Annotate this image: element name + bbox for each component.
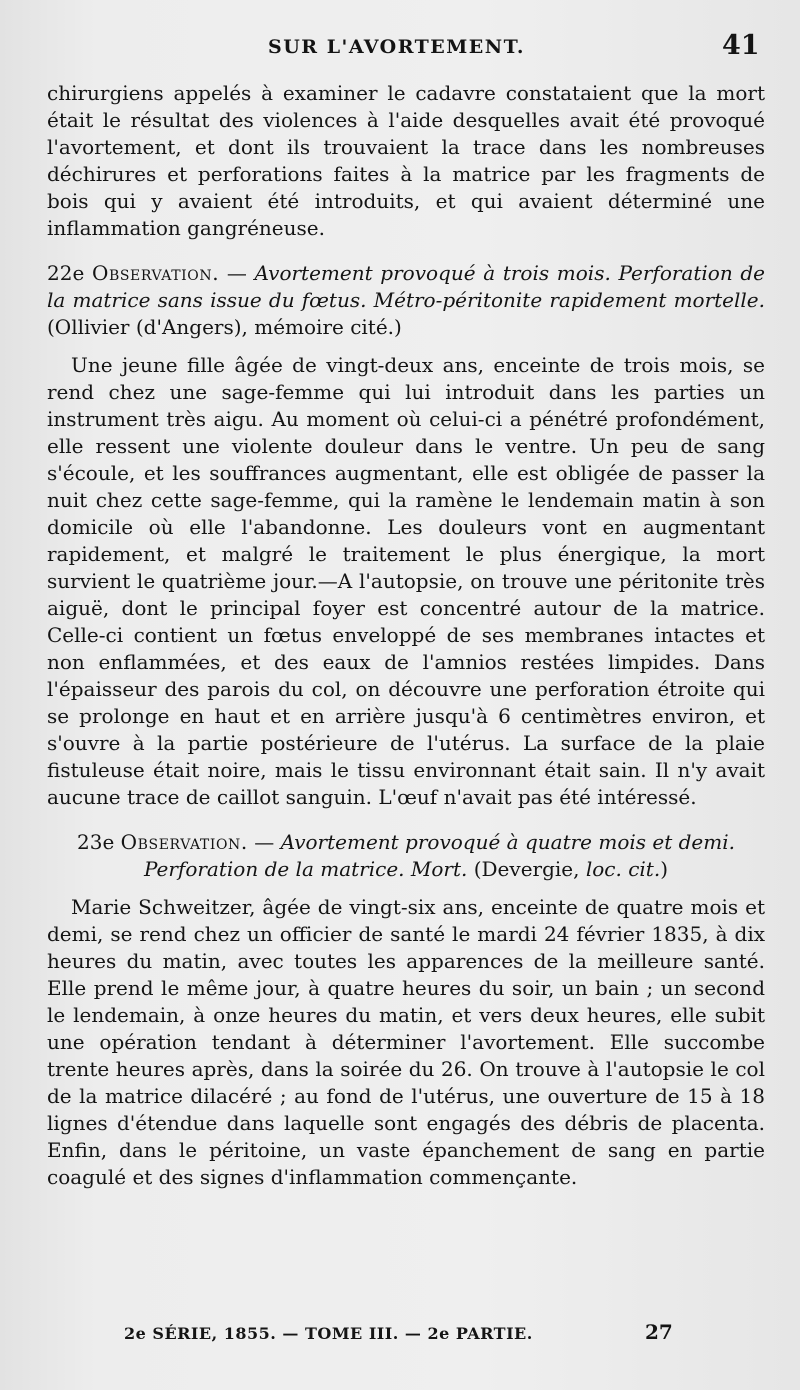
observation-22-text: Une jeune fille âgée de vingt-deux ans, enceinte de trois mois, se rend chez une sage-femme qui lui introduit dans les parties un instrument très aigu. Au moment où celui-ci a pénétré profondément, elle ressent une violente douleur dans le ventre. Un peu de sang s'écoule, et les souffrances augmentant, elle est obligée de passer la nuit chez cette sage-femme, qui la ramène le lendemain matin à son domicile où elle l'abandonne. Les douleurs vont en augmentant rapidement, et malgré le traitement le plus énergique, la mort survient le quatrième jour.—A l'autopsie, on trouve une péritonite très aiguë, dont le principal foyer est concentré autour de la matrice. Celle-ci contient un fœtus enveloppé de ses membranes intactes et non enflammées, et des eaux de l'amnios restées limpides. Dans l'épaisseur des parois du col, on découvre une perforation étroite qui se prolonge en haut et en arrière jusqu'à 6 centimètres environ, et s'ouvre à la partie postérieure de l'utérus. La surface de la plaie fistuleuse était noire, mais le tissu environnant était sain. Il n'y avait aucune trace de caillot sanguin. L'œuf n'avait pas été intéressé. <box>47 353 765 809</box>
continuation-paragraph: chirurgiens appelés à examiner le cadavre constataient que la mort était le résultat des violences à l'aide desquelles avait été provoqué l'avortement, et dont ils trouvaient la trace dans les nombreuses déchirures et perforations faites à la matrice par les fragments de bois qui y avaient été introduits, et qui avaient déterminé une inflammation gangréneuse. <box>47 81 765 240</box>
page-footer <box>0 1318 800 1348</box>
observation-23-title: Avortement provoqué à quatre mois et demi. Perforation de la matrice. Mort. <box>143 830 735 881</box>
sheet-number: 27 <box>645 1320 673 1344</box>
observation-23-source-open: (Devergie, <box>467 857 586 881</box>
observation-23-source-close: ) <box>660 857 669 881</box>
observation-22-heading <box>47 260 765 341</box>
observation-23-heading <box>47 829 765 883</box>
observation-22-title: Avortement provoqué à trois mois. Perforation de la matrice sans issue du fœtus. Métro-péritonite rapidement mortelle. <box>47 261 766 312</box>
running-title: SUR L'AVORTEMENT. <box>268 36 525 58</box>
observation-22-source: (Ollivier (d'Angers), mémoire cité.) <box>47 315 402 339</box>
page-number: 41 <box>722 30 760 61</box>
page-header <box>0 30 800 70</box>
observation-22-dash: — <box>219 261 255 285</box>
printer-signature: 2e SÉRIE, 1855. — TOME III. — 2e PARTIE. <box>124 1324 533 1343</box>
observation-23-dash: — <box>247 830 281 854</box>
observation-22-label: Observation. <box>91 261 220 285</box>
observation-23-source-ref: loc. cit. <box>585 857 661 881</box>
observation-22-number: 22e <box>47 261 85 285</box>
observation-23-text: Marie Schweitzer, âgée de vingt-six ans, enceinte de quatre mois et demi, se rend chez un officier de santé le mardi 24 février 1835, à dix heures du matin, avec toutes les apparences de la meilleure santé. Elle prend le même jour, à quatre heures du soir, un bain ; un second le lendemain, à onze heures du matin, et vers deux heures, elle subit une opération tendant à déterminer l'avortement. Elle succombe trente heures après, dans la soirée du 26. On trouve à l'autopsie le col de la matrice dilacéré ; au fond de l'utérus, une ouverture de 15 à 18 lignes d'étendue dans laquelle sont engagés des débris de placenta. Enfin, dans le péritoine, un vaste épanchement de sang en partie coagulé et des signes d'inflammation commençante. <box>47 895 765 1189</box>
observation-23-label: Observation. <box>120 830 248 854</box>
page-body <box>47 80 765 1191</box>
observation-23-number: 23e <box>77 830 115 854</box>
